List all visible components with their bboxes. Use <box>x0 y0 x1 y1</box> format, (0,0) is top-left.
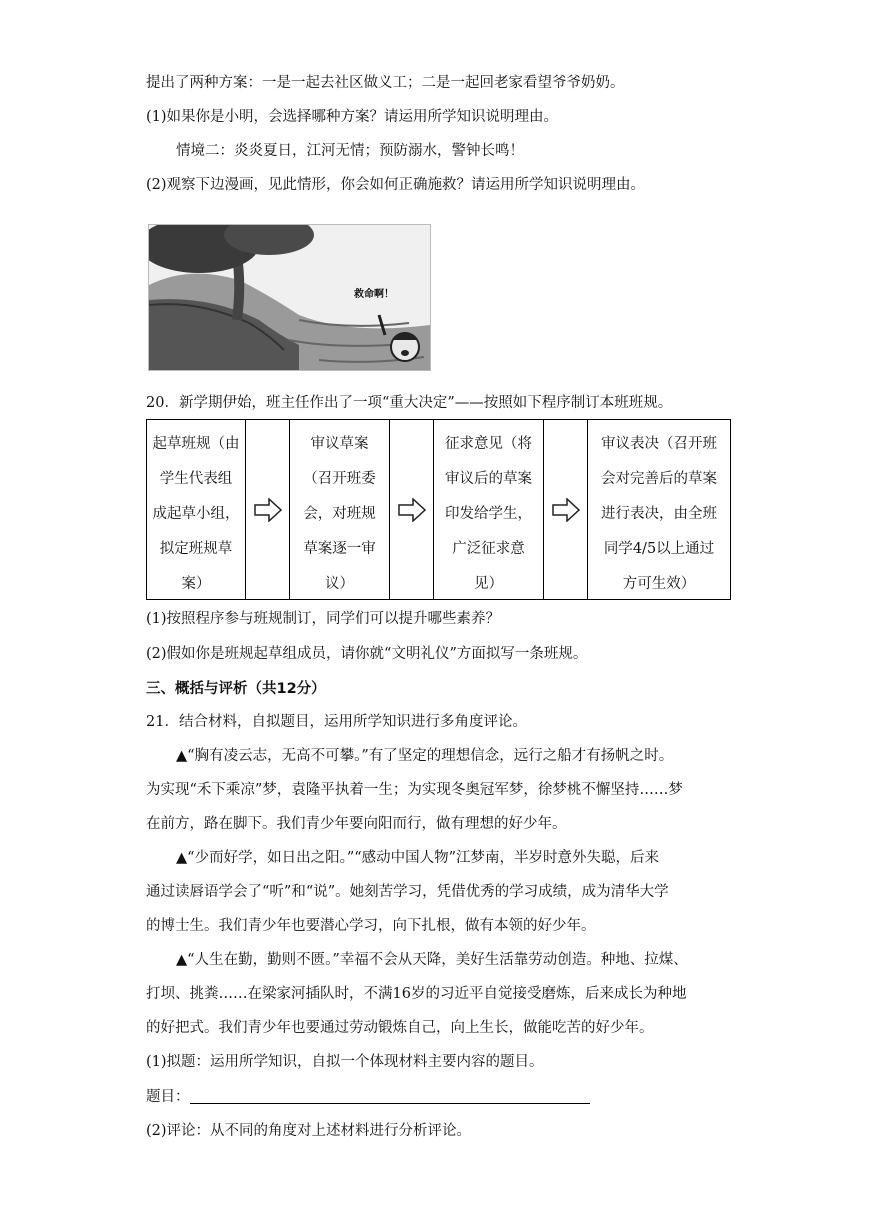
section-heading: 三、概括与评析（共12分） <box>146 681 326 697</box>
scenario-two: 情境二：炎炎夏日，江河无情；预防溺水，警钟长鸣！ <box>176 143 524 159</box>
material-1-line-3: 在前方，路在脚下。我们青少年要向阳而行，做有理想的好少年。 <box>146 816 567 832</box>
material-2-line-3: 的博士生。我们青少年也要潜心学习，向下扎根，做有本领的好少年。 <box>146 918 596 934</box>
title-label: 题目： <box>146 1089 190 1105</box>
material-2-line-1: ▲“少而好学，如日出之阳。”“感动中国人物”江梦南，半岁时意外失聪，后来 <box>176 850 660 866</box>
title-answer-blank[interactable] <box>190 1103 590 1104</box>
question-21-part-1: (1)拟题：运用所学知识，自拟一个体现材料主要内容的题目。 <box>146 1054 544 1070</box>
procedure-flow-table <box>146 419 731 600</box>
step-draft: 起草班规（由 学生代表组 成起草小组， 拟定班规草 案） <box>147 420 246 599</box>
material-3-line-2: 打坝、挑粪……在梁家河插队时，不满16岁的习近平自觉接受磨炼，后来成长为种地 <box>146 986 687 1002</box>
step-vote: 审议表决（召开班 会对完善后的草案 进行表决，由全班 同学4/5以上通过 方可生效） <box>601 436 717 592</box>
question-21: 21．结合材料，自拟题目，运用所学知识进行多角度评论。 <box>146 714 527 730</box>
step-solicit-opinions: 征求意见（将 审议后的草案 印发给学生， 广泛征求意 见） <box>434 420 544 599</box>
step-review-draft: 审议草案 （召开班委 会，对班规 草案逐一审 议） <box>290 420 390 599</box>
line-1: 提出了两种方案：一是一起去社区做义工；二是一起回老家看望爷爷奶奶。 <box>146 75 625 91</box>
question-21-part-2: (2)评论：从不同的角度对上述材料进行分析评论。 <box>146 1123 472 1139</box>
right-arrow-icon <box>246 420 290 599</box>
right-arrow-icon <box>390 420 434 599</box>
question-20-part-1: (1)按照程序参与班规制订，同学们可以提升哪些素养？ <box>146 611 501 627</box>
material-3-line-1: ▲“人生在勤，勤则不匮。”幸福不会从天降，美好生活靠劳动创造。种地、拉煤、 <box>176 952 688 968</box>
material-3-line-3: 的好把式。我们青少年也要通过劳动锻炼自己，向上生长，做能吃苦的好少年。 <box>146 1020 654 1036</box>
material-1-line-2: 为实现“禾下乘凉”梦，袁隆平执着一生；为实现冬奥冠军梦，徐梦桃不懈坚持……梦 <box>146 782 683 798</box>
help-speech-text: 救命啊！ <box>354 289 394 300</box>
material-2-line-2: 通过读唇语学会了“听”和“说”。她刻苦学习，凭借优秀的学习成绩，成为清华大学 <box>146 884 669 900</box>
drowning-cartoon-image <box>148 224 431 371</box>
material-1-line-1: ▲“胸有凌云志，无高不可攀。”有了坚定的理想信念，远行之船才有扬帆之时。 <box>176 748 674 764</box>
question-20: 20．新学期伊始，班主任作出了一项“重大决定”——按照如下程序制订本班班规。 <box>146 395 673 411</box>
right-arrow-icon <box>544 420 588 599</box>
question-19-part-1: (1)如果你是小明，会选择哪种方案？请运用所学知识说明理由。 <box>146 109 559 125</box>
question-19-part-2: (2)观察下边漫画，见此情形，你会如何正确施救？请运用所学知识说明理由。 <box>146 177 646 193</box>
question-20-part-2: (2)假如你是班规起草组成员，请你就“文明礼仪”方面拟写一条班规。 <box>146 646 588 662</box>
